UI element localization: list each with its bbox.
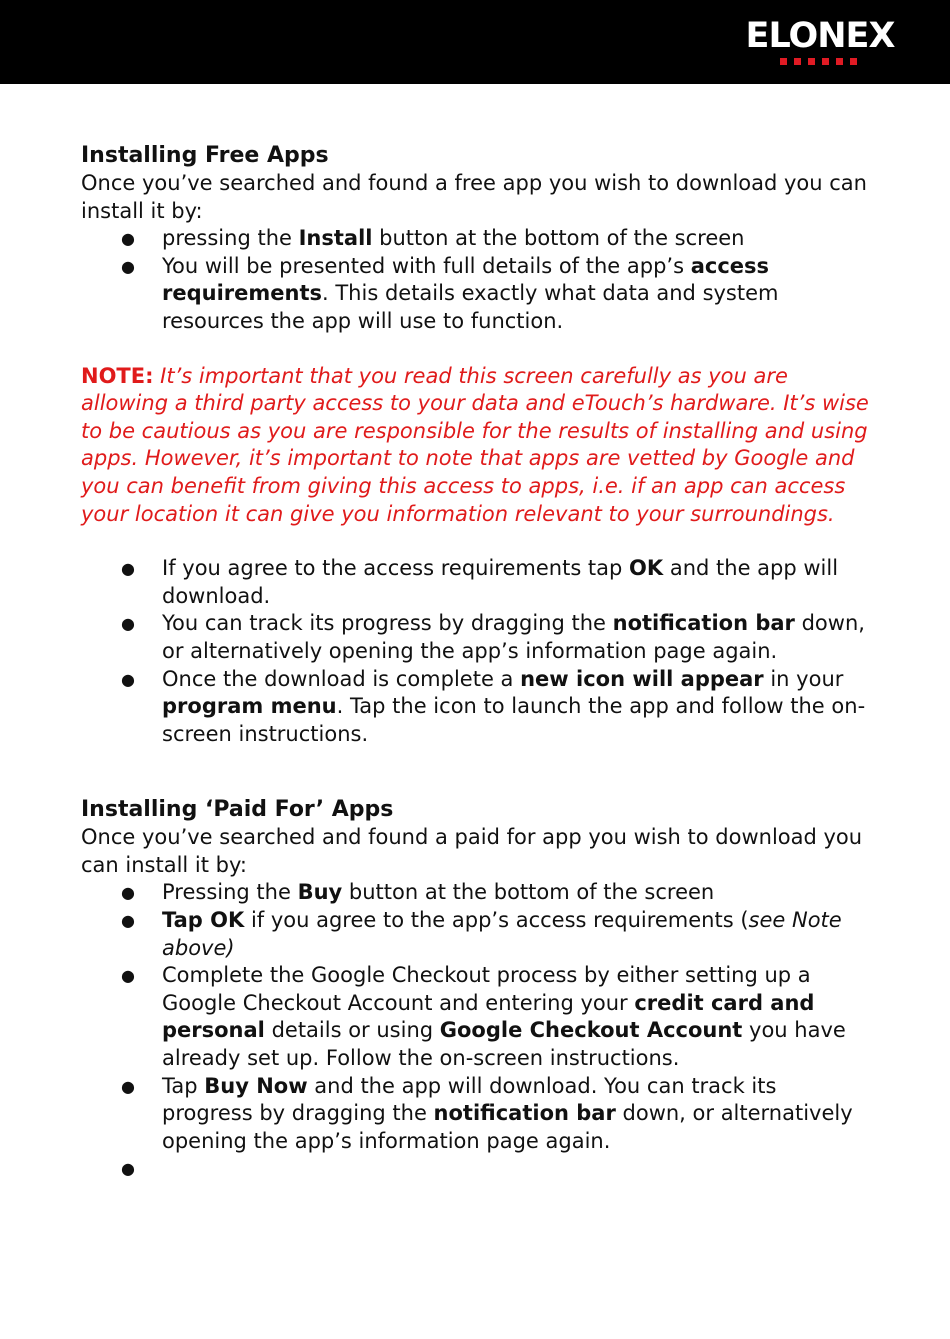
bullet-item xyxy=(81,962,871,1072)
bullet-dot-icon: ● xyxy=(121,911,135,931)
page-header-bar xyxy=(0,0,950,84)
bullet-item xyxy=(81,225,871,253)
section-title-paid: Installing ‘Paid For’ Apps xyxy=(81,797,394,823)
text-run: If you agree to the access requirements tap xyxy=(162,556,630,581)
text-run: and the app will download. You can track its progress by dragging the xyxy=(162,1073,777,1126)
section-installing-paid-apps xyxy=(81,796,871,1183)
note-text: It’s important that you read this screen carefully as you are allowing a third party access to your data and eTouch’s hardware. It’s wise to be cautious as you are responsible for the results of installing and using apps. However, it’s important to note that apps are vetted by Google and you can benefit from giving this access to apps, i.e. if an app can access your location it can give you information relevant to your surroundings. xyxy=(81,363,869,526)
intro-paid: Once you’ve searched and found a paid for app you wish to download you can install it by: xyxy=(81,825,863,877)
bold-run: Google Checkout Account xyxy=(439,1018,743,1043)
bullet-dot-icon: ● xyxy=(121,669,135,689)
text-run: you have already set up. Follow the on-screen instructions. xyxy=(162,1018,846,1071)
bullet-dot-icon: ● xyxy=(121,1159,135,1179)
bullet-dot-icon: ● xyxy=(121,883,135,903)
text-run: if you agree to the app’s access requirements ( xyxy=(244,908,749,933)
bullet-list-paid xyxy=(81,879,871,1183)
note-label: NOTE: xyxy=(81,363,154,388)
bullet-dot-icon: ● xyxy=(121,1076,135,1096)
text-run: down, or alternatively opening the app’s information page again. xyxy=(162,611,865,663)
text-run: in your xyxy=(763,666,844,691)
text-run: pressing the xyxy=(162,226,299,251)
bullet-dot-icon: ● xyxy=(121,559,135,579)
bold-run: Tap OK xyxy=(162,908,245,933)
bold-run: new icon will appear xyxy=(520,666,764,691)
document-body xyxy=(81,142,871,1183)
text-run: You can track its progress by dragging the xyxy=(162,611,613,636)
bullet-item xyxy=(81,253,871,336)
text-run: . Tap the icon to launch the app and follow the on-screen instructions. xyxy=(162,694,866,746)
bold-run: Buy xyxy=(297,880,343,905)
bold-run: program menu xyxy=(162,694,337,719)
logo-red-dots xyxy=(780,58,857,65)
text-run: button at the bottom of the screen xyxy=(342,880,715,905)
bullet-list-free-b xyxy=(81,555,871,748)
bold-run: OK xyxy=(629,556,664,581)
intro-free: Once you’ve searched and found a free app you wish to download you can install it by: xyxy=(81,171,867,223)
bullet-item xyxy=(81,555,871,610)
bullet-dot-icon: ● xyxy=(121,256,135,276)
bold-run: notification bar xyxy=(433,1101,616,1126)
bullet-item xyxy=(81,1155,871,1183)
section-title-free: Installing Free Apps xyxy=(81,143,329,168)
bullet-item xyxy=(81,610,871,665)
text-run: Pressing the xyxy=(162,880,298,905)
bullet-item xyxy=(81,1073,871,1156)
text-run: Once the download is complete a xyxy=(162,666,521,691)
bold-run: access requirements xyxy=(162,253,770,306)
bullet-dot-icon: ● xyxy=(121,614,135,634)
elonex-logo xyxy=(736,14,904,70)
bullet-dot-icon: ● xyxy=(121,966,135,986)
bold-run: credit card and personal xyxy=(162,990,815,1043)
bold-run: notification bar xyxy=(612,611,795,636)
text-run: details or using xyxy=(264,1018,440,1043)
text-run: down, or alternatively opening the app’s information page again. xyxy=(162,1101,853,1153)
italic-run: see Note above) xyxy=(162,908,842,960)
section-installing-free-apps xyxy=(81,142,871,748)
text-run: Complete the Google Checkout process by either setting up a Google Checkout Account and entering your xyxy=(162,963,811,1015)
logo-text: ELONEX xyxy=(745,16,895,56)
text-run: Tap xyxy=(162,1073,205,1098)
bullet-list-free-a xyxy=(81,225,871,335)
bullet-dot-icon: ● xyxy=(121,229,135,249)
bullet-item xyxy=(81,879,871,907)
bold-run: Buy Now xyxy=(204,1073,308,1098)
note-paragraph xyxy=(81,363,871,529)
text-run: . This details exactly what data and system resources the app will use to function. xyxy=(162,281,779,333)
bold-run: Install xyxy=(298,226,373,251)
text-run: You will be presented with full details of the app’s xyxy=(162,253,691,278)
bullet-item xyxy=(81,666,871,749)
text-run: button at the bottom of the screen xyxy=(372,226,745,251)
text-run: and the app will download. xyxy=(162,556,839,608)
bullet-item xyxy=(81,907,871,962)
